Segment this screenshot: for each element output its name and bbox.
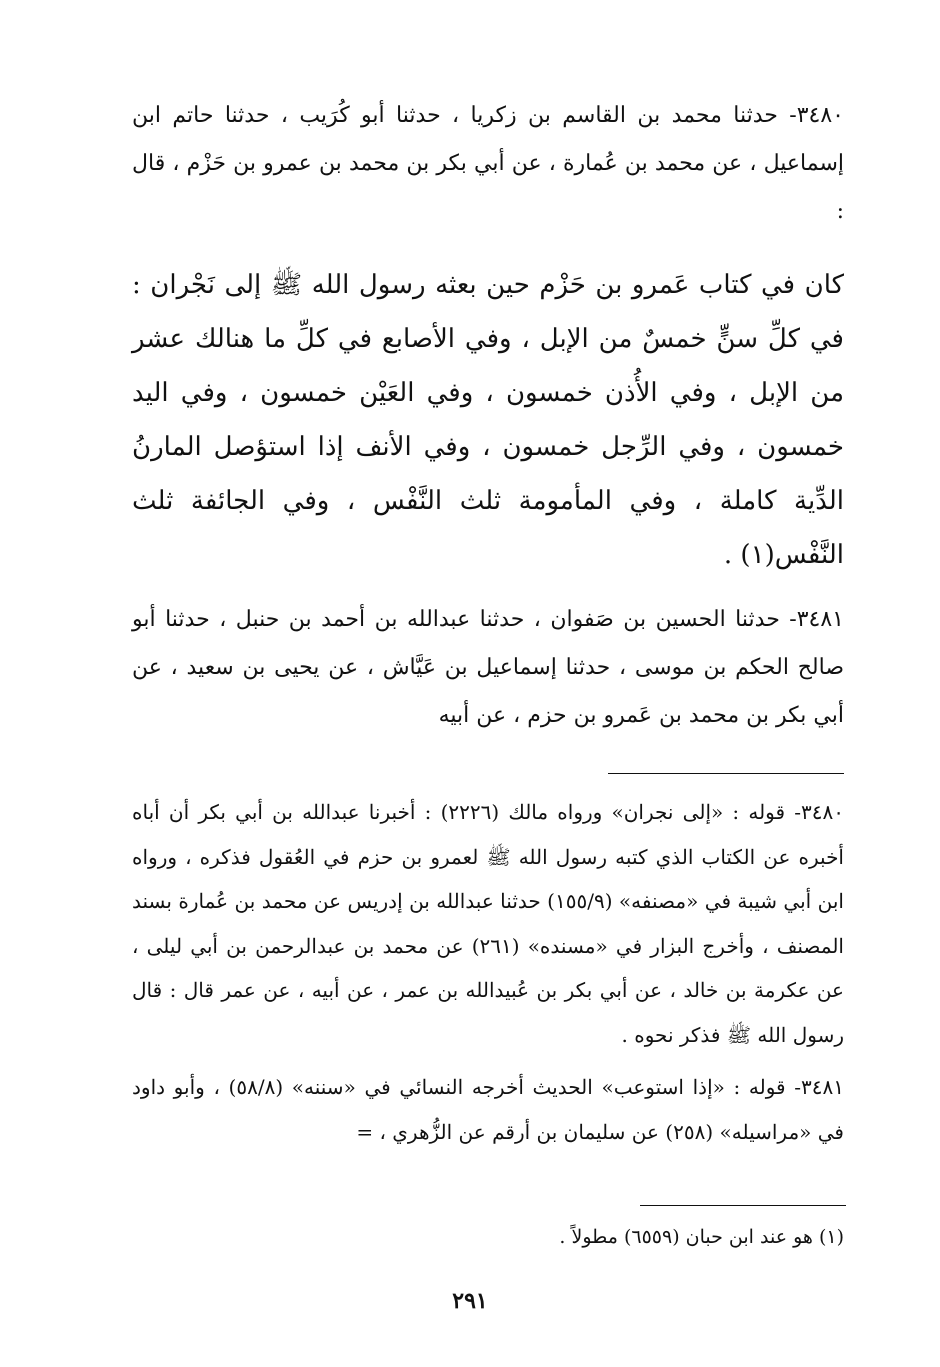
commentary-notes <box>132 790 844 1154</box>
hadith-3481-isnad: ٣٤٨١- حدثنا الحسين بن صَفوان ، حدثنا عبدالله بن أحمد بن حنبل ، حدثنا أبو صالح الحكم بن موسى ، حدثنا إسماعيل بن عَيَّاش ، عن يحيى بن سعيد ، عن أبي بكر بن محمد بن عَمرو بن حزم ، عن أبيه <box>132 607 844 728</box>
page-number: ٢٩١ <box>452 1288 488 1314</box>
note-3481: ٣٤٨١- قوله : «إذا استوعب» الحديث أخرجه النسائي في «سننه» (٥٨/٨) ، وأبو داود في «مراسيله» (٢٥٨) عن سليمان بن أرقم عن الزُّهري ، = <box>132 1075 844 1144</box>
hadith-3480-isnad: ٣٤٨٠- حدثنا محمد بن القاسم بن زكريا ، حدثنا أبو كُرَيب ، حدثنا حاتم ابن إسماعيل ، عن محمد بن عُمارة ، عن أبي بكر بن محمد بن عمرو بن حَزْم ، قال : <box>132 103 844 224</box>
footnote-1: (١) هو عند ابن حبان (٦٥٥٩) مطولاً . <box>559 1226 844 1248</box>
footnote-separator <box>640 1205 846 1206</box>
hadith-3480-matn: كان في كتاب عَمرو بن حَزْم حين بعثه رسول الله ﷺ إلى نَجْران : في كلِّ سنٍّ خمسٌ من الإبل ، وفي الأصابع في كلِّ ما هنالك عشر من الإبل ، وفي الأُذن خمسون ، وفي العَيْن خمسون ، وفي اليد خمسون ، وفي الرِّجل خمسون ، وفي الأنف إذا استؤصل المارنُ الدِّية كاملة ، وفي المأمومة ثلث النَّفْس ، وفي الجائفة ثلث النَّفْس(١) . <box>132 270 844 570</box>
note-3480: ٣٤٨٠- قوله : «إلى نجران» ورواه مالك (٢٢٢٦) : أخبرنا عبدالله بن أبي بكر أن أباه أخبره عن الكتاب الذي كتبه رسول الله ﷺ لعمرو بن حزم في العُقول فذكره ، ورواه ابن أبي شيبة في «مصنفه» (١٥٥/٩) حدثنا عبدالله بن إدريس عن محمد بن عُمارة بسند المصنف ، وأخرج البزار في «مسنده» (٢٦١) عن محمد بن عبدالرحمن بن أبي ليلى ، عن عكرمة بن خالد ، عن أبي بكر بن عُبيدالله بن عمر ، عن أبيه ، عن عمر قال : قال رسول الله ﷺ فذكر نحوه . <box>132 800 844 1047</box>
main-text <box>132 92 844 740</box>
notes-separator <box>608 773 844 774</box>
